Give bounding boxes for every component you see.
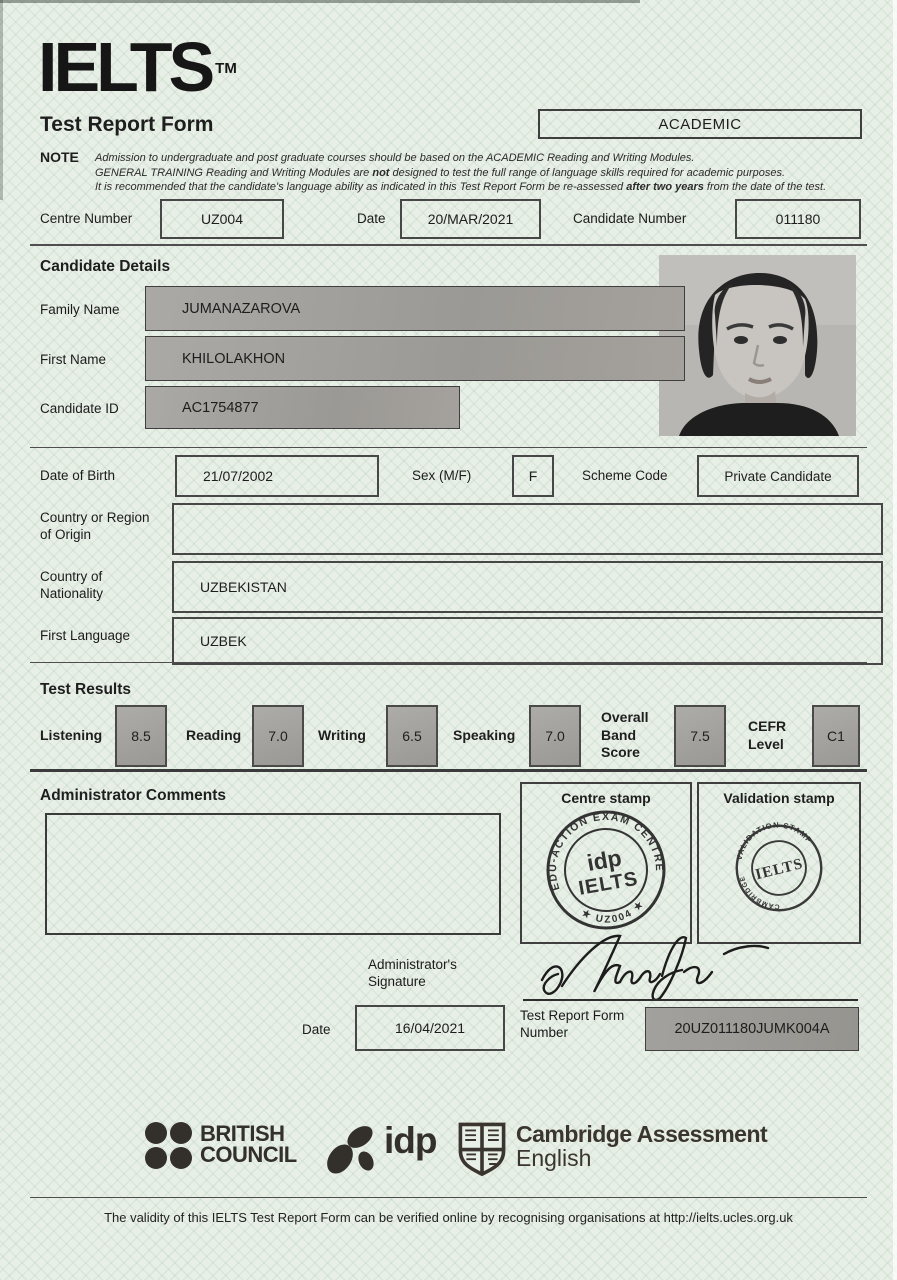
first-language-label: First Language: [40, 628, 131, 643]
note-text: [95, 151, 865, 195]
svg-text:VALIDATION STAMP: VALIDATION STAMP: [734, 820, 815, 861]
svg-text:idp: idp: [585, 844, 624, 876]
centre-stamp-seal: [534, 798, 678, 942]
centre-stamp-label: Centre stamp: [561, 790, 651, 806]
cefr-label: CEFR Level: [748, 718, 787, 752]
svg-text:IELTS: IELTS: [753, 855, 805, 884]
cambridge-text: Cambridge Assessment English: [516, 1121, 768, 1172]
signature-line: [523, 999, 858, 1001]
scan-edge: [893, 0, 897, 1280]
origin-label: Country or Region of Origin: [40, 510, 150, 542]
validation-stamp-label: Validation stamp: [723, 790, 835, 806]
admin-date-value: 16/04/2021: [355, 1005, 505, 1051]
family-name-label: Family Name: [40, 302, 120, 317]
candidate-id-value: AC1754877: [145, 386, 460, 429]
cambridge-shield-icon: [458, 1122, 506, 1176]
ielts-logo: [38, 28, 237, 106]
trf-number-value: 20UZ011180JUMK004A: [645, 1007, 859, 1051]
scan-edge: [0, 0, 3, 200]
trf-number-label: Test Report Form Number: [520, 1008, 625, 1040]
writing-score: 6.5: [386, 705, 438, 767]
first-language-value: UZBEK: [172, 617, 883, 665]
candidate-details-title: Candidate Details: [40, 258, 171, 275]
speaking-score: 7.0: [529, 705, 581, 767]
footer-verification-text: The validity of this IELTS Test Report Form can be verified online by recognising organisations at http://ielts.ucles.org.uk: [104, 1210, 793, 1225]
svg-text:CAMBRIDGE: CAMBRIDGE: [738, 874, 780, 910]
divider: [30, 447, 867, 448]
svg-text:★ UZ004 ★: ★ UZ004 ★: [579, 897, 648, 926]
speaking-label: Speaking: [453, 727, 516, 743]
divider-thick: [30, 769, 867, 772]
trademark-symbol: TM: [215, 60, 237, 77]
date-label: Date: [357, 211, 386, 226]
date-of-birth-label: Date of Birth: [40, 468, 116, 483]
module-box: ACADEMIC: [538, 109, 862, 139]
candidate-id-label: Candidate ID: [40, 401, 119, 416]
ielts-logo-text: IELTS: [38, 28, 212, 106]
centre-number-label: Centre Number: [40, 211, 133, 226]
overall-band-score: 7.5: [674, 705, 726, 767]
svg-text:EDU-ACTION EXAM CENTRE: EDU-ACTION EXAM CENTRE: [546, 810, 666, 892]
british-council-text: BRITISH COUNCIL: [200, 1121, 297, 1167]
date-of-birth-value: 21/07/2002: [175, 455, 379, 497]
date-value: 20/MAR/2021: [400, 199, 541, 239]
scheme-code-label: Scheme Code: [582, 468, 668, 483]
candidate-number-label: Candidate Number: [573, 211, 687, 226]
nationality-value: UZBEKISTAN: [172, 561, 883, 613]
listening-score: 8.5: [115, 705, 167, 767]
scheme-code-value: Private Candidate: [697, 455, 859, 497]
listening-label: Listening: [40, 727, 103, 743]
centre-stamp-box: [520, 782, 692, 944]
administrator-signature: [528, 928, 838, 1005]
divider: [30, 244, 867, 246]
validation-stamp-box: [697, 782, 861, 944]
centre-number-value: UZ004: [160, 199, 284, 239]
note-line-3: It is recommended that the candidate's language ability as indicated in this Test Report Form be re-assessed after two years from the date of the test.: [95, 181, 827, 194]
sex-label: Sex (M/F): [412, 468, 472, 483]
nationality-label: Country of Nationality: [40, 569, 104, 601]
reading-label: Reading: [186, 727, 242, 743]
validation-stamp-seal: [721, 810, 837, 926]
divider: [30, 662, 867, 663]
administrator-comments-box: [45, 813, 501, 935]
note-line-2: GENERAL TRAINING Reading and Writing Modules are not designed to test the full range of language skills required for academic purposes.: [95, 166, 786, 179]
scan-edge: [0, 0, 640, 3]
british-council-logo: [145, 1122, 192, 1174]
first-name-value: KHILOLAKHON: [145, 336, 685, 381]
cefr-level: C1: [812, 705, 860, 767]
test-results-title: Test Results: [40, 681, 132, 698]
divider: [30, 1197, 867, 1198]
writing-label: Writing: [318, 727, 366, 743]
candidate-photo: [659, 255, 856, 441]
page-title: Test Report Form: [40, 113, 214, 136]
administrator-comments-label: Administrator Comments: [40, 787, 227, 804]
reading-score: 7.0: [252, 705, 304, 767]
idp-text: idp: [384, 1120, 437, 1161]
idp-petals-icon: [322, 1115, 382, 1177]
svg-text:IELTS: IELTS: [576, 867, 640, 900]
family-name-value: JUMANAZAROVA: [145, 286, 685, 331]
note-label: NOTE: [40, 149, 79, 165]
candidate-number-value: 011180: [735, 199, 861, 239]
overall-band-label: Overall Band Score: [601, 709, 649, 760]
admin-date-label: Date: [302, 1022, 331, 1037]
sex-value: F: [512, 455, 554, 497]
cambridge-logo: [458, 1122, 506, 1181]
first-name-label: First Name: [40, 352, 107, 367]
idp-logo: [322, 1115, 382, 1182]
origin-value: [172, 503, 883, 555]
british-council-dots-icon: [145, 1122, 192, 1169]
administrator-signature-label: Administrator's Signature: [368, 957, 457, 989]
note-line-1: Admission to undergraduate and post graduate courses should be based on the ACADEMIC Reading and Writing Modules.: [95, 152, 695, 164]
